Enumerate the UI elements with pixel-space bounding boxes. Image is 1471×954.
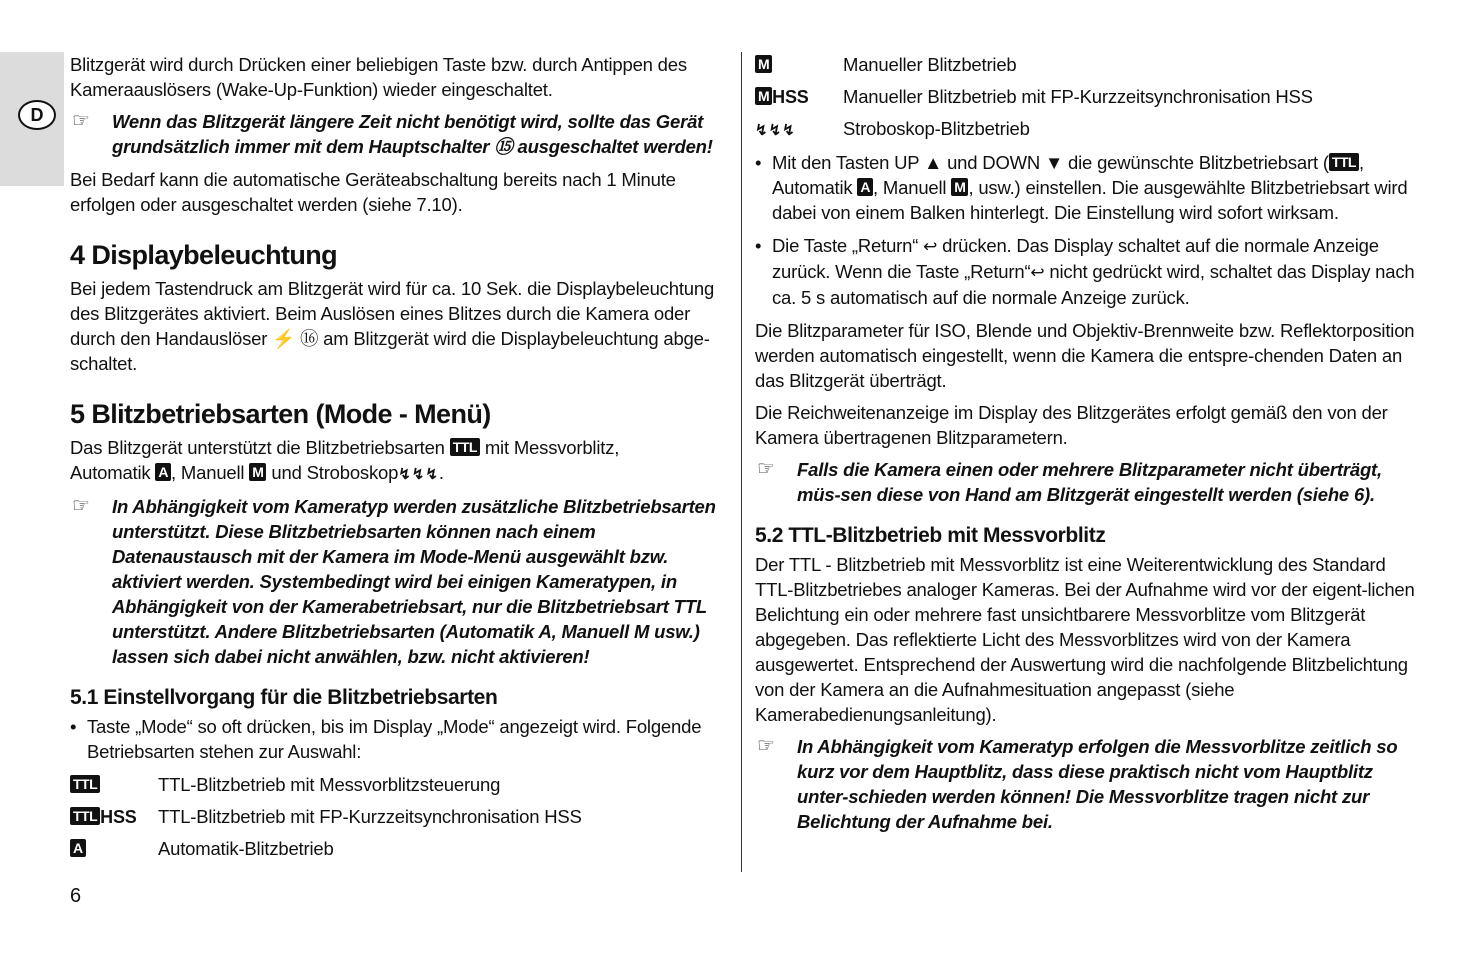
mode-label: TTL-Blitzbetrieb mit Messvorblitzsteuerung bbox=[158, 774, 501, 795]
mode-label: Automatik-Blitzbetrieb bbox=[158, 838, 334, 859]
a-badge-icon: A bbox=[857, 178, 873, 196]
bullet-mode-key: • Taste „Mode“ so oft drücken, bis im Display „Mode“ angezeigt wird. Folgende Betriebsarten stehen zur Auswahl: bbox=[70, 716, 702, 762]
heading-setting-procedure: 5.1 Einstellvorgang für die Blitzbetriebsarten bbox=[70, 686, 498, 709]
mode-label: Stroboskop-Blitzbetrieb bbox=[843, 118, 1030, 139]
language-badge: D bbox=[18, 100, 56, 130]
bullet-icon: • bbox=[755, 152, 762, 173]
mode-label: TTL-Blitzbetrieb mit FP-Kurzzeitsynchronisation HSS bbox=[158, 806, 582, 827]
m-badge-icon: M bbox=[755, 55, 772, 73]
note-text: Falls die Kamera einen oder mehrere Blitzparameter nicht überträgt, müs-sen diese von Hand am Blitzgerät eingestellt werden (siehe 6). bbox=[797, 459, 1382, 505]
note-text: In Abhängigkeit vom Kameratyp erfolgen die Messvorblitze zeitlich so kurz vor dem Hauptblitz, dass diese praktisch nicht vom Hauptblitz unter-schieden werden können! Die Messvorblitze tragen nicht zur Belichtung der Aufnahme bei. bbox=[797, 736, 1398, 832]
a-badge-icon: A bbox=[155, 463, 171, 481]
mode-list-item bbox=[70, 804, 730, 836]
m-badge-icon: M bbox=[249, 463, 266, 481]
pointing-hand-icon: ☞ bbox=[72, 110, 90, 132]
mode-list-item bbox=[755, 84, 1420, 116]
ttl-badge-icon: TTL bbox=[1329, 153, 1359, 171]
paragraph-wake-up: Blitzgerät wird durch Drücken einer beliebigen Taste bzw. durch Antippen des Kameraauslösers (Wake-Up-Funktion) wieder eingeschaltet. bbox=[70, 54, 687, 100]
bullet-icon: • bbox=[70, 716, 77, 737]
paragraph-display-light: Bei jedem Tastendruck am Blitzgerät wird für ca. 10 Sek. die Displaybeleuchtung des Blitzgerätes aktiviert. Beim Auslösen eines Blitzes durch die Kamera oder durch den Handauslöser ⚡ ⑯ am Blitzgerät wird die Displaybeleuchtung abge-schaltet. bbox=[70, 278, 715, 374]
paragraph-ttl-preflash: Der TTL - Blitzbetrieb mit Messvorblitz ist eine Weiterentwicklung des Standard TTL-Blitzbetriebes analoger Kameras. Bei der Aufnahme wird vor der eigent-lichen Belichtung ein oder mehrere fast unsichtbarere Messvorblitze vom Blitzgerät abgegeben. Das reflektierte Licht des Messvorblitzes wird von der Kamera ausgewertet. Entsprechend der Auswertung wird die nachfolgende Blitzbelichtung von der Kamera an die Aufnahmesituation angepasst (siehe Kamerabedienungsanleitung). bbox=[755, 554, 1415, 725]
flash-icon: ⚡ bbox=[272, 328, 295, 349]
note-preflash-timing bbox=[755, 734, 1420, 834]
mode-list-item bbox=[70, 772, 730, 804]
note-camera-type bbox=[70, 494, 730, 669]
paragraph-range-display: Die Reichweitenanzeige im Display des Blitzgerätes erfolgt gemäß den von der Kamera übertragenen Blitzparametern. bbox=[755, 402, 1388, 448]
mode-list-item bbox=[755, 52, 1420, 84]
m-badge-icon: M bbox=[951, 178, 968, 196]
ttl-badge-icon: TTL bbox=[70, 775, 100, 793]
pointing-hand-icon: ☞ bbox=[72, 495, 90, 517]
right-column bbox=[755, 52, 1420, 842]
bullet-return: • Die Taste „Return“ ↩ drücken. Das Display schaltet auf die normale Anzeige zurück. Wenn die Taste „Return“↩ nicht gedrückt wird, schaltet das Display nach ca. 5 s automatisch auf die normale Anzeige zurück. bbox=[755, 235, 1415, 308]
bullet-up-down: • Mit den Tasten UP ▲ und DOWN ▼ die gewünschte Blitzbetriebsart ( TTL , Automatik A , Manuell M , usw.) einstellen. Die ausgewählte Blitzbetriebsart wird dabei von einem Balken hinterlegt. Die Einstellung wird sofort wirksam. bbox=[755, 152, 1408, 223]
note-main-switch bbox=[70, 109, 730, 159]
mode-label: Manueller Blitzbetrieb bbox=[843, 54, 1017, 75]
paragraph-auto-off: Bei Bedarf kann die automatische Geräteabschaltung bereits nach 1 Minute erfolgen oder ausgeschaltet werden (siehe 7.10). bbox=[70, 169, 676, 215]
paragraph-supported-modes: Das Blitzgerät unterstützt die Blitzbetriebsarten TTL mit Messvorblitz, Automatik A , Manuell M und Stroboskop↯↯↯. bbox=[70, 437, 620, 483]
heading-flash-modes: 5 Blitzbetriebsarten (Mode - Menü) bbox=[70, 399, 491, 429]
a-badge-icon: A bbox=[70, 839, 86, 857]
pointing-hand-icon: ☞ bbox=[757, 735, 775, 757]
mode-list-item bbox=[755, 116, 1420, 148]
ttl-badge-icon: TTL bbox=[450, 438, 480, 456]
m-badge-icon: M bbox=[755, 87, 772, 105]
return-icon: ↩ bbox=[1030, 263, 1045, 282]
hss-label: HSS bbox=[772, 87, 809, 107]
hss-label: HSS bbox=[100, 807, 137, 827]
note-manual-parameters bbox=[755, 457, 1420, 507]
stroboscope-icon: ↯↯↯ bbox=[755, 122, 796, 139]
heading-ttl-preflash: 5.2 TTL-Blitzbetrieb mit Messvorblitz bbox=[755, 524, 1106, 547]
column-divider bbox=[741, 52, 742, 872]
mode-list-item bbox=[70, 836, 730, 868]
note-text: In Abhängigkeit vom Kameratyp werden zusätzliche Blitzbetriebsarten unterstützt. Diese Blitzbetriebsarten können nach einem Datenaustausch mit der Kamera im Mode-Menü ausgewählt bzw. aktiviert werden. Systembedingt wird bei einigen Kameratypen, in Abhängigkeit von der Kamerabetriebsart, nur die Blitzbetriebsart TTL unterstützt. Andere Blitzbetriebsarten (Automatik A, Manuell M usw.) lassen sich dabei nicht anwählen, bzw. nicht aktivieren! bbox=[112, 496, 716, 667]
paragraph-parameters: Die Blitzparameter für ISO, Blende und Objektiv-Brennweite bzw. Reflektorposition werden automatisch eingestellt, wenn die Kamera die entspre-chenden Daten an das Blitzgerät überträgt. bbox=[755, 320, 1415, 391]
left-column bbox=[70, 52, 730, 868]
pointing-hand-icon: ☞ bbox=[757, 458, 775, 480]
heading-display-light: 4 Displaybeleuchtung bbox=[70, 240, 338, 270]
note-text: Wenn das Blitzgerät längere Zeit nicht benötigt wird, sollte das Gerät grundsätzlich immer mit dem Hauptschalter ⑮ ausgeschaltet werden! bbox=[112, 111, 713, 157]
stroboscope-icon: ↯↯↯ bbox=[398, 466, 439, 483]
bullet-icon: • bbox=[755, 235, 762, 256]
page-number: 6 bbox=[70, 885, 82, 907]
ttl-badge-icon: TTL bbox=[70, 807, 100, 825]
mode-label: Manueller Blitzbetrieb mit FP-Kurzzeitsynchronisation HSS bbox=[843, 86, 1313, 107]
return-icon: ↩ bbox=[923, 237, 938, 256]
